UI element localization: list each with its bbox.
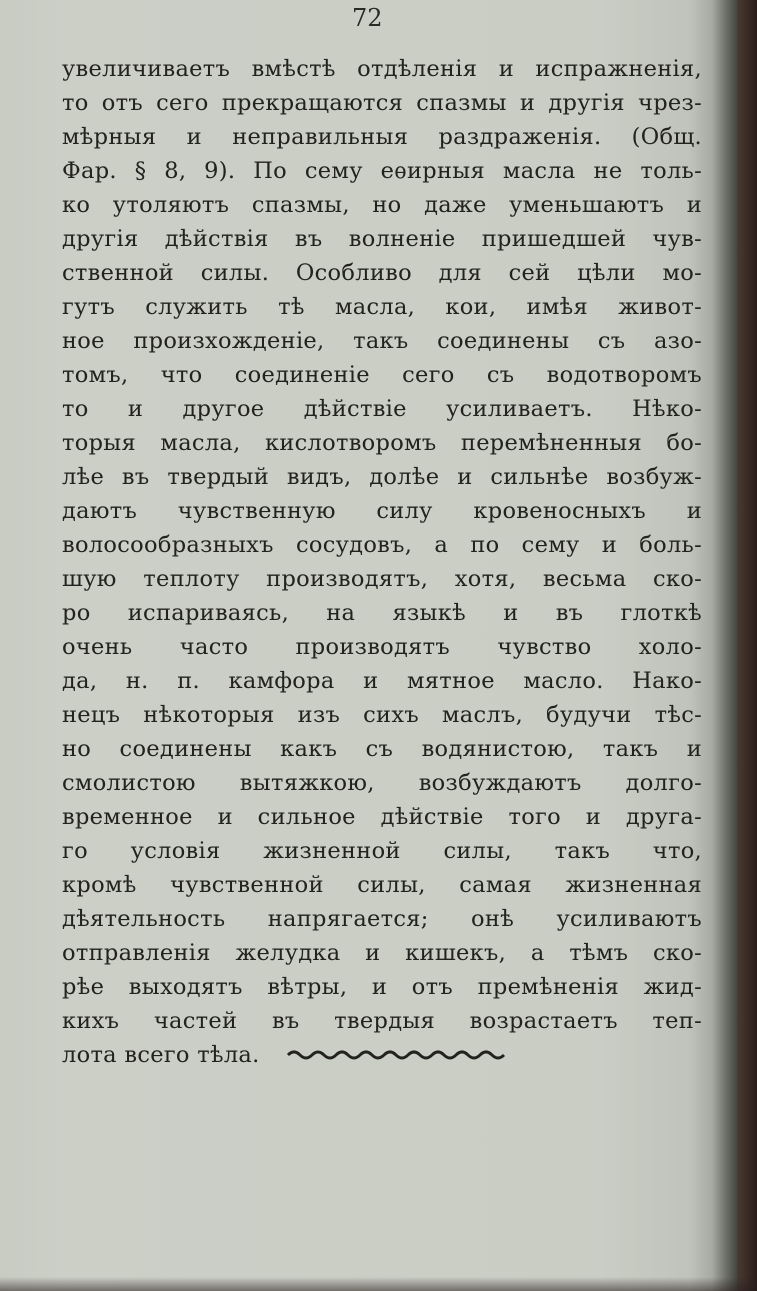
text-line: томъ, что соединеніе сего съ водотворомъ (62, 362, 702, 388)
text-line: го условія жизненной силы, такъ что, (62, 838, 702, 864)
text-line: кромѣ чувственной силы, самая жизненная (62, 872, 702, 898)
text-line: нецъ нѣкоторыя изъ сихъ маслъ, будучи тѣс- (62, 702, 702, 728)
text-line: смолистою вытяжкою, возбуждаютъ долго- (62, 770, 702, 796)
page-edge-shadow (737, 0, 757, 1291)
text-line: Фар. § 8, 9). По сему еѳирныя масла не толь- (62, 158, 702, 184)
body-text (62, 52, 712, 1072)
text-line: мѣрныя и неправильныя раздраженія. (Общ. (62, 124, 702, 150)
text-line: торыя масла, кислотворомъ перемѣненныя бо- (62, 430, 702, 456)
text-line: то и другое дѣйствіе усиливаетъ. Нѣко- (62, 396, 702, 422)
text-line: увеличиваетъ вмѣстѣ отдѣленія и испражненія, (62, 56, 702, 82)
page-number: 72 (352, 4, 383, 32)
text-line: ное произхожденіе, такъ соединены съ азо- (62, 328, 702, 354)
text-line: лота всего тѣла. (62, 1042, 260, 1068)
text-line: кихъ частей въ твердыя возрастаетъ теп- (62, 1008, 702, 1034)
text-line: да, н. п. камфора и мятное масло. Нако- (62, 668, 702, 694)
text-line: даютъ чувственную силу кровеносныхъ и (62, 498, 702, 524)
text-line: ственной силы. Особливо для сей цѣли мо- (62, 260, 702, 286)
text-line: лѣе въ твердый видъ, долѣе и сильнѣе возбуж- (62, 464, 702, 490)
text-line: дѣятельность напрягается; онѣ усиливаютъ (62, 906, 702, 932)
bottom-shadow (0, 1277, 757, 1291)
text-line: ро испариваясь, на языкѣ и въ глоткѣ (62, 600, 702, 626)
text-line: ко утоляютъ спазмы, но даже уменьшаютъ и (62, 192, 702, 218)
text-line: но соединены какъ съ водянистою, такъ и (62, 736, 702, 762)
text-line: то отъ сего прекращаются спазмы и другія чрез- (62, 90, 702, 116)
text-line: рѣе выходятъ вѣтры, и отъ премѣненія жид- (62, 974, 702, 1000)
text-line: волосообразныхъ сосудовъ, а по сему и боль- (62, 532, 702, 558)
text-line: другія дѣйствія въ волненіе пришедшей чув- (62, 226, 702, 252)
text-line: гутъ служить тѣ масла, кои, имѣя живот- (62, 294, 702, 320)
text-line: отправленія желудка и кишекъ, а тѣмъ ско- (62, 940, 702, 966)
text-line: временное и сильное дѣйствіе того и друга- (62, 804, 702, 830)
text-line: очень часто производятъ чувство холо- (62, 634, 702, 660)
ornament-divider (286, 1046, 506, 1062)
text-line: шую теплоту производятъ, хотя, весьма ско- (62, 566, 702, 592)
